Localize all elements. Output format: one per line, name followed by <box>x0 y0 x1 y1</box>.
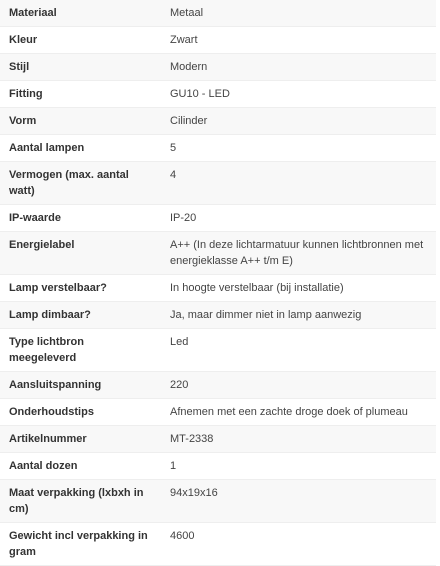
spec-label: Stijl <box>0 54 161 81</box>
spec-label: Kleur <box>0 27 161 54</box>
spec-row-energielabel <box>0 232 436 275</box>
spec-value: MT-2338 <box>161 426 436 453</box>
spec-row-vermogen <box>0 162 436 205</box>
spec-label: Aansluitspanning <box>0 372 161 399</box>
spec-row-artikelnummer <box>0 426 436 453</box>
spec-row-aantal-lampen <box>0 135 436 162</box>
spec-label: Type lichtbron meegeleverd <box>0 329 161 372</box>
spec-value: IP-20 <box>161 205 436 232</box>
spec-row-ip-waarde <box>0 205 436 232</box>
spec-row-fitting <box>0 81 436 108</box>
spec-label: Vermogen (max. aantal watt) <box>0 162 161 205</box>
spec-row-lamp-dimbaar <box>0 302 436 329</box>
spec-label: Onderhoudstips <box>0 399 161 426</box>
spec-value: 4600 <box>161 523 436 566</box>
spec-row-maat-verpakking <box>0 480 436 523</box>
spec-value: 5 <box>161 135 436 162</box>
spec-value: 1 <box>161 453 436 480</box>
spec-value: A++ (In deze lichtarmatuur kunnen lichtbronnen met energieklasse A++ t/m E) <box>161 232 436 275</box>
spec-label: Gewicht incl verpakking in gram <box>0 523 161 566</box>
spec-label: Lamp dimbaar? <box>0 302 161 329</box>
spec-row-kleur <box>0 27 436 54</box>
spec-row-gewicht <box>0 523 436 566</box>
spec-label: Aantal lampen <box>0 135 161 162</box>
spec-label: Fitting <box>0 81 161 108</box>
spec-label: Energielabel <box>0 232 161 275</box>
spec-row-vorm <box>0 108 436 135</box>
spec-label: Vorm <box>0 108 161 135</box>
spec-value: Ja, maar dimmer niet in lamp aanwezig <box>161 302 436 329</box>
spec-label: Lamp verstelbaar? <box>0 275 161 302</box>
spec-row-materiaal <box>0 0 436 27</box>
spec-value: GU10 - LED <box>161 81 436 108</box>
spec-value: In hoogte verstelbaar (bij installatie) <box>161 275 436 302</box>
spec-value: Cilinder <box>161 108 436 135</box>
spec-value: 4 <box>161 162 436 205</box>
spec-row-type-lichtbron <box>0 329 436 372</box>
spec-label: Aantal dozen <box>0 453 161 480</box>
spec-row-aantal-dozen <box>0 453 436 480</box>
spec-row-onderhoudstips <box>0 399 436 426</box>
spec-label: IP-waarde <box>0 205 161 232</box>
spec-label: Maat verpakking (lxbxh in cm) <box>0 480 161 523</box>
spec-label: Artikelnummer <box>0 426 161 453</box>
spec-value: Modern <box>161 54 436 81</box>
spec-row-stijl <box>0 54 436 81</box>
spec-value: Afnemen met een zachte droge doek of plumeau <box>161 399 436 426</box>
spec-value: Led <box>161 329 436 372</box>
spec-value: 94x19x16 <box>161 480 436 523</box>
spec-value: Zwart <box>161 27 436 54</box>
spec-row-lamp-verstelbaar <box>0 275 436 302</box>
spec-row-aansluitspanning <box>0 372 436 399</box>
spec-value: 220 <box>161 372 436 399</box>
spec-value: Metaal <box>161 0 436 27</box>
spec-label: Materiaal <box>0 0 161 27</box>
